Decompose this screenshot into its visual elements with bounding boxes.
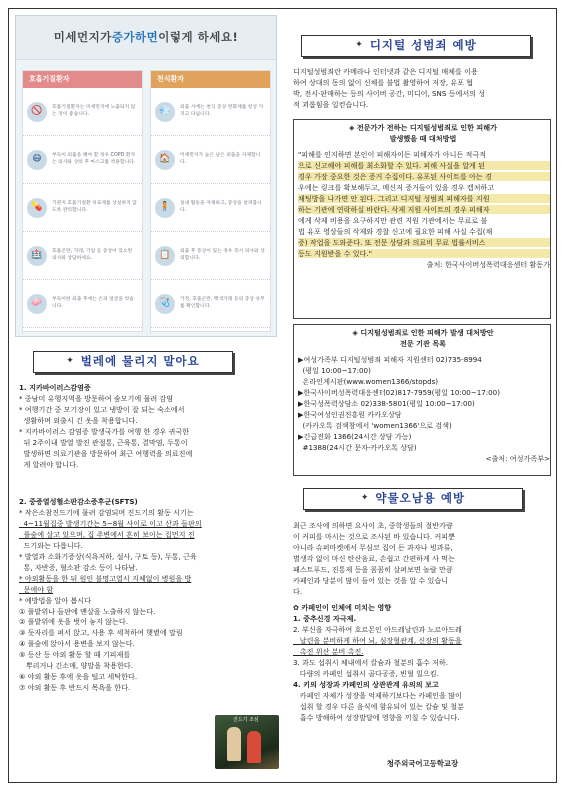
- sparkle-icon: ✦: [66, 356, 75, 367]
- text-line: 2. 부신을 자극하여 호르몬인 아드레날린과 노르아드레: [293, 624, 462, 634]
- text-line: 패스트푸드, 진통제 등을 꼼꼼히 살펴보면 놀랄 만큼: [293, 564, 453, 574]
- group-title: 호흡기질환자: [23, 71, 142, 88]
- text-line: 다.: [293, 586, 303, 596]
- advice-icon: 🧼: [27, 294, 47, 314]
- advice-icon: 🩺: [155, 294, 175, 314]
- text-line: 경우 가장 중요한 것은 증거 수집이다. 유포된 사이트를 아는 경: [298, 172, 550, 181]
- newsletter-page: [8, 8, 557, 783]
- text-line: 법 유포 영상들의 삭제와 경찰 신고에 필요한 피해 사실 수집(채: [298, 226, 493, 236]
- advice-icon: 📋: [155, 246, 175, 266]
- agency-item: (평일 10:00~17:00): [298, 365, 371, 375]
- advice-row: [23, 136, 142, 184]
- advice-icon: 💊: [27, 198, 47, 218]
- prevention-item: ① 풀밭위나 들판에 맨살을 노출하지 않는다.: [19, 606, 156, 616]
- advice-row: [151, 88, 270, 136]
- text-line: 3. 과도 섭취시 체내에서 칼슘과 철분의 흡수 저하.: [293, 657, 449, 667]
- text-line: * 중남미 유행지역을 방문하여 숲모기에 물려 감염: [19, 393, 174, 403]
- text-line: 드기와는 다릅니다.: [19, 540, 83, 550]
- sfts-section: [19, 497, 281, 694]
- drug-misuse-banner: ✦ 약물오남용 예방: [303, 488, 523, 510]
- advice-icon: 🚫: [27, 102, 47, 122]
- text-line: 우에는 링크를 확보해두고, 메신저 증거들이 있을 경우 캡처하고: [298, 182, 495, 192]
- box-title: ◈ 디지털성범죄로 인한 피해가 발생 대처방안: [352, 328, 494, 337]
- text-line: 생활하며 외출시 긴 옷을 착용합니다.: [19, 415, 138, 425]
- advice-icon: 🏥: [27, 246, 47, 266]
- agency-item: (카카오톡 검색창에서 'women1366'으로 검색): [298, 420, 452, 430]
- left-column: [11, 11, 283, 781]
- prevention-item: ⑦ 야외 활동 후 반드시 목욕을 한다.: [19, 683, 131, 693]
- text-line: 4~11월집중 발생기간는 5~8월 사이로 이고 산과 들판의: [19, 518, 202, 528]
- flower-icon: ✿: [293, 603, 302, 612]
- box-title: ◈ 전문가가 전하는 디지털성범죄로 인한 피해가: [348, 123, 497, 132]
- text-line: 별생각 없이 마신 탄산음료, 손쉽고 간편하게 사 먹는: [293, 553, 455, 563]
- drug-intro: [293, 521, 553, 598]
- text-line: 박, 전시·판매하는 등의 사이버 공간, 미디어, SNS 등에서의 성: [293, 88, 486, 98]
- agency-item: ▶한국사이버성폭력대응센터02)817-7959(평일 10:00~17:00): [298, 387, 500, 397]
- source-note: <출처: 여성가족부>: [485, 453, 550, 463]
- sparkle-icon: ✦: [355, 40, 364, 51]
- advice-row: [23, 232, 142, 280]
- advice-text: 가정, 호흡곤란, 백색가래 등의 증상 유무를 확인합니다.: [180, 297, 265, 309]
- text-line: 게 알려야 합니다.: [19, 459, 79, 469]
- advice-text: 실내 활동을 자제하고, 증상을 살펴봅니다.: [180, 201, 262, 213]
- advice-text: 부득이 외출을 해야 할 경우 COPD 환자는 의사와 상의 후 마스크를 착용합니다.: [52, 153, 136, 165]
- text-line: 카페인 자체가 성장을 억제하기보다는 카페인을 많이: [293, 690, 462, 700]
- agency-item: ▶긴급전화 1366(24시간 상담 가능): [298, 431, 412, 441]
- text-line: 카페인과 당분이 많이 들어 있는 것을 알 수 있습니: [293, 575, 449, 585]
- advice-row: [151, 184, 270, 232]
- advice-text: 외출 시에는 천식 증상 완화제를 항상 가지고 다닙니다.: [180, 105, 264, 117]
- insect-bite-banner: ✦ 벌레에 물리지 말아요: [33, 351, 233, 373]
- caffeine-section: [293, 603, 553, 723]
- advice-icon: 💨: [155, 102, 175, 122]
- text-line: 문에야 함: [19, 584, 54, 594]
- advice-icon: 🧍: [155, 198, 175, 218]
- text-line: 최근 조사에 의하면 요사이 초, 중학생들의 절반가량: [293, 521, 453, 530]
- text-line: 촉진 위산 분비 촉진.: [293, 646, 364, 656]
- text-line: 디지털성범죄란 카메라나 인터넷과 같은 디지털 매체를 이용: [293, 67, 478, 76]
- text-line: 흡수 방해하여 성장발달에 영향을 끼칠 수 있습니다.: [293, 712, 460, 722]
- advice-text: 호흡곤란, 가래, 기침 등 증상이 있으면 의사와 상담하세요.: [52, 249, 133, 261]
- school-signature: 청주외국어고등학교장: [386, 759, 459, 768]
- text-line: 아니라 슈퍼마켓에서 무심코 집어 든 과자나 빙과류,: [293, 542, 453, 552]
- text-line: 증) 작업을 도와준다. 또 전문 상담과 의료비 무료 법률서비스: [298, 238, 550, 247]
- text-line: * 야외활동을 한 뒤 원인 불명고열시 지체없이 병원을 방: [19, 573, 192, 583]
- text-line: 적 괴롭힘을 일컫습니다.: [293, 99, 369, 109]
- section-heading: ✿ 카페인이 인체에 미치는 영향: [293, 603, 392, 612]
- advice-text: 미세먼지가 높은 날은 외출을 자제합니다.: [180, 153, 261, 165]
- text-line: * 지카바이러스 감염증 발생국가를 여행 한 경우 귀국한: [19, 426, 190, 436]
- section-heading: 2. 중증열성혈소판감소증후군(SFTS): [19, 497, 138, 506]
- right-column: [289, 11, 556, 781]
- text-line: * 작은소참진드기에 물려 감염되며 진드기의 활동 시기는: [19, 507, 194, 517]
- text-line: 이 커피를 마시는 것으로 조사된 바 있습니다. 커피뿐: [293, 531, 455, 541]
- support-agency-box: [293, 324, 551, 476]
- outdoor-hikers-photo: 진드기 조심: [215, 715, 279, 769]
- text-line: 하는 기관에 연락하실 바란다. 삭제 지원 사이트의 경우 피해자: [298, 205, 550, 214]
- advice-row: [23, 184, 142, 232]
- source-note: 출처: 한국사이버성폭력대응센터 활동가: [426, 259, 550, 269]
- advice-text: 부득이한 외출 후에는 손과 얼굴을 씻습니다.: [52, 297, 134, 309]
- box-subtitle: 전문 기관 목록: [399, 338, 447, 348]
- advice-row: [151, 136, 270, 184]
- infographic-title: 미세먼지가 증가하면 이렇게 하세요!: [16, 16, 276, 60]
- text-line: 4. 키의 성장과 카페인의 상관관계 유의의 보고: [293, 679, 439, 689]
- respiratory-patient-group: [22, 70, 143, 332]
- advice-icon: 😷: [27, 150, 47, 170]
- text-line: 에게 삭제 비용을 요구하지만 관련 지원 기관에서는 무료로 불: [298, 215, 488, 225]
- text-line: 뒤 2주이내 발열 발진 관절통, 근육통, 결막염, 두통이: [19, 437, 188, 447]
- text-line: 발생하면 의료기관을 방문하여 최근 여행력을 의료진에: [19, 448, 193, 458]
- text-line: * 발열과 소화기증상(식욕저하, 설사, 구토 등), 두통, 근육: [19, 551, 197, 561]
- group-title: 천식환자: [151, 71, 270, 88]
- box-subtitle: 발생했을 때 대처방법: [389, 133, 457, 143]
- text-line: 으로 신고해야 피해를 최소화할 수 있다. 피해 사실을 알게 된: [298, 161, 550, 170]
- advice-row: [151, 232, 270, 280]
- prevention-item: ③ 돗자리를 펴서 앉고, 사용 후 세척하여 햇볕에 말림: [19, 628, 183, 638]
- advice-text: 호흡기질환자는 미세먼지에 노출되지 않는 것이 좋습니다.: [52, 105, 136, 117]
- text-line: 섭취 할 경우 다른 음식에 함유되어 있는 칼슘 및 철분: [293, 701, 464, 711]
- response-method-box: [293, 119, 551, 319]
- text-line: "피해를 인지하면 본인이 피해자이든 피해자가 아니든 적극적: [298, 150, 487, 159]
- advice-icon: 🏠: [155, 150, 175, 170]
- text-line: 다량의 카페인 섭취시 골다공증, 빈혈 일으킴.: [293, 668, 439, 678]
- digital-crime-banner: ✦ 디지털 성범죄 예방: [301, 35, 531, 57]
- agency-item: #1388(24시간 문자-카카오톡 상담): [298, 442, 417, 452]
- zika-section: [19, 383, 281, 471]
- text-line: 풀숲에 살고 있으며, 집 주변에서 흔히 보이는 집먼지 진: [19, 529, 195, 539]
- prevention-item: ⑤ 등산 등 야외 활동 할 때 기피제를: [19, 650, 131, 660]
- advice-row: [23, 280, 142, 328]
- asthma-patient-group: [150, 70, 271, 332]
- digital-crime-intro: [293, 67, 553, 111]
- text-line: 통, 자반증, 혈소판 감소 등이 나타남.: [19, 562, 138, 572]
- advice-row: [23, 88, 142, 136]
- prevention-item: 뿌리거나 긴소매, 양말을 착용한다.: [19, 661, 133, 671]
- advice-text: 기관지 호흡기질환 치료제를 상실하지 않도록 관리합니다.: [52, 201, 137, 213]
- agency-item: ▶여성가족부 디지털성범죄 피해자 지원센터 02)735-8994: [298, 355, 482, 364]
- text-line: 날린을 분비하게 하여 뇌, 심장혈관계, 신장의 활동을: [293, 635, 462, 645]
- advice-text: 외출 후 증상이 있는 경우 즉시 의사와 상의합니다.: [180, 249, 265, 261]
- advice-row: [151, 280, 270, 328]
- sparkle-icon: ✦: [360, 493, 370, 504]
- prevention-item: ④ 풀숲에 앉아서 용변을 보지 않는다.: [19, 639, 135, 649]
- prevention-item: ⑥ 야외 활동 후에 옷을 털고 세탁한다.: [19, 672, 138, 682]
- agency-item: ▶한국성폭력상담소 02)338-5801(평일 10:00~17:00): [298, 398, 475, 408]
- fine-dust-infographic: [15, 15, 277, 337]
- prevention-item: ② 풀밭위에 옷을 벗어 놓지 않는다.: [19, 617, 128, 627]
- agency-item: 온라인게시판(www.women1366/stopds): [298, 376, 439, 386]
- text-line: * 예방법을 알아 봅시다: [19, 595, 91, 605]
- text-line: 1. 중추신경 자극제.: [293, 613, 357, 623]
- text-line: 등도 지원받을 수 있다.": [298, 249, 550, 258]
- section-heading: 1. 지카바이러스감염증: [19, 383, 91, 392]
- text-line: * 여행기간 중 모기장이 있고 냉방이 잘 되는 숙소에서: [19, 404, 185, 414]
- agency-item: ▶한국여성인권진흥원 카카오상담: [298, 409, 402, 419]
- text-line: 하여 상대의 동의 없이 신체를 불법 촬영하여 저장, 유포 협: [293, 77, 474, 87]
- text-line: 채팅방을 나가면 안 된다. 그리고 디지털 성범죄 피해자를 지원: [298, 194, 550, 203]
